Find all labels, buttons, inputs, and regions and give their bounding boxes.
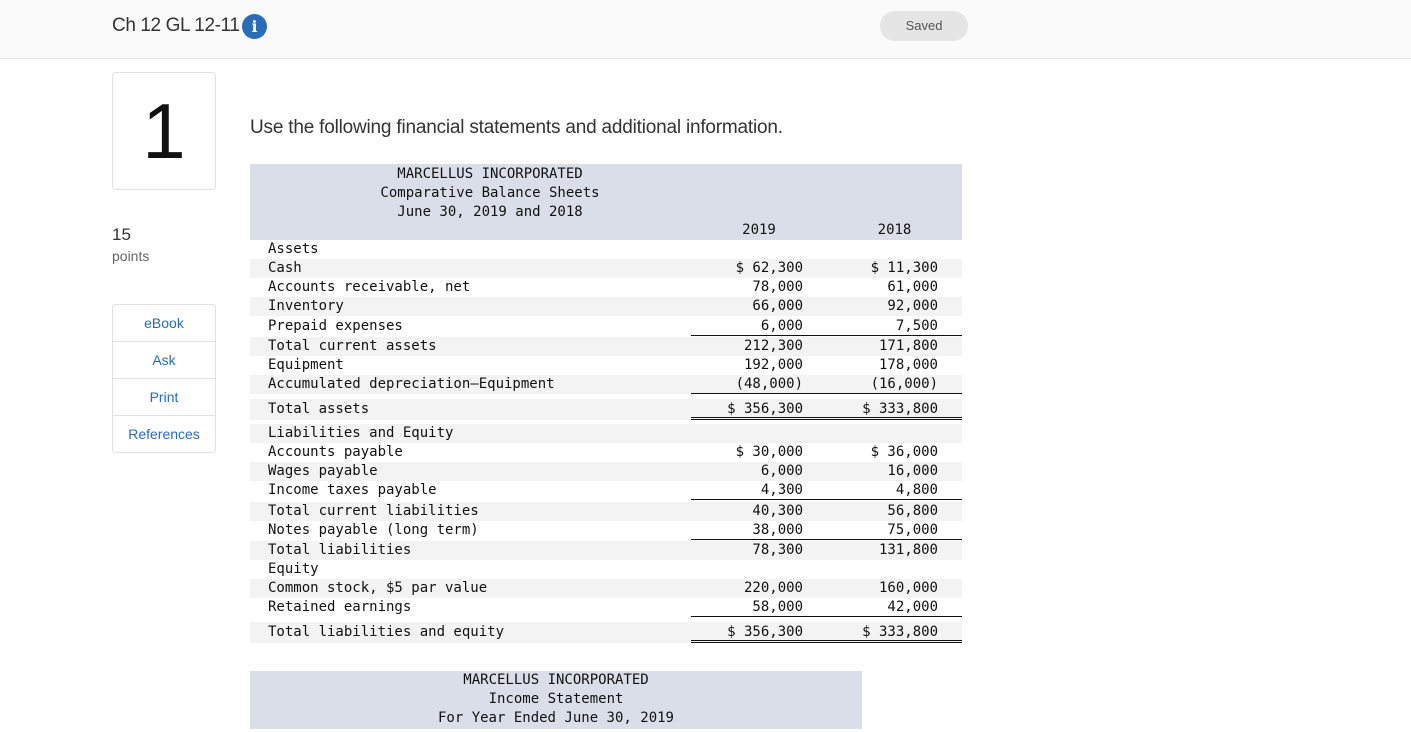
row-label: Income taxes payable: [268, 482, 437, 498]
balance-sheet-row: [250, 240, 962, 259]
info-icon[interactable]: i: [242, 14, 267, 39]
value-2018-cell: [827, 462, 962, 481]
balance-sheet-row: [250, 297, 962, 316]
value-2019-cell: [691, 622, 827, 643]
value-2019: $ 356,300: [727, 401, 803, 417]
value-2019: $ 356,300: [727, 624, 803, 640]
value-2019-cell: [691, 502, 827, 521]
value-2018-cell: [827, 259, 962, 278]
row-label: Total current assets: [268, 338, 437, 354]
balance-sheet-row: [250, 541, 962, 560]
value-2018-cell: [827, 337, 962, 356]
balance-sheet-row: [250, 317, 962, 336]
bs-statement-title: Comparative Balance Sheets: [380, 185, 600, 201]
balance-sheet-row: [250, 424, 962, 443]
balance-sheet-row: [250, 356, 962, 375]
balance-sheet-row: [250, 462, 962, 481]
value-2019: 38,000: [752, 522, 803, 538]
value-2018: $ 11,300: [870, 260, 938, 276]
row-label: Total liabilities: [268, 542, 412, 558]
value-2018-cell: [827, 541, 962, 560]
value-2019: 220,000: [743, 580, 803, 596]
row-label: Common stock, $5 par value: [268, 580, 488, 596]
value-2018: 92,000: [887, 298, 938, 314]
balance-sheet-row: [250, 579, 962, 598]
value-2019: 6,000: [760, 463, 803, 479]
balance-sheet-row: [250, 598, 962, 617]
value-2019-cell: [691, 541, 827, 560]
value-2019: 66,000: [752, 298, 803, 314]
points-value: 15: [112, 225, 131, 244]
balance-sheet-row: [250, 375, 962, 394]
value-2018: 75,000: [887, 522, 938, 538]
value-2019-cell: [691, 259, 827, 278]
value-2018: $ 36,000: [870, 444, 938, 460]
value-2019-cell: [691, 356, 827, 375]
balance-sheet-row: [250, 481, 962, 500]
bs-col-2018: 2018: [877, 222, 912, 238]
question-prompt: Use the following financial statements and additional information.: [250, 117, 783, 138]
value-2019: 4,300: [760, 482, 803, 498]
value-2018: 131,800: [878, 542, 938, 558]
value-2018-cell: [827, 560, 962, 579]
balance-sheet-row: [250, 521, 962, 540]
value-2019: (48,000): [735, 376, 803, 392]
value-2018: 171,800: [878, 338, 938, 354]
value-2019: $ 30,000: [735, 444, 803, 460]
value-2019-cell: [691, 443, 827, 462]
balance-sheet-row: [250, 560, 962, 579]
row-label: Total assets: [268, 401, 370, 417]
value-2019-cell: [691, 481, 827, 500]
row-label: Accounts payable: [268, 444, 403, 460]
value-2018: (16,000): [870, 376, 938, 392]
value-2019-cell: [691, 337, 827, 356]
row-label: Accounts receivable, net: [268, 279, 471, 295]
row-label: Assets: [268, 241, 319, 257]
balance-sheet-row: [250, 259, 962, 278]
value-2018-cell: [827, 375, 962, 394]
row-label: Liabilities and Equity: [268, 425, 454, 441]
value-2018-cell: [827, 521, 962, 540]
value-2018-cell: [827, 317, 962, 336]
value-2019-cell: [691, 317, 827, 336]
value-2018: 178,000: [878, 357, 938, 373]
row-label: Wages payable: [268, 463, 378, 479]
print-link[interactable]: Print: [113, 378, 215, 415]
value-2018-cell: [827, 502, 962, 521]
value-2018-cell: [827, 356, 962, 375]
value-2019-cell: [691, 278, 827, 297]
row-label: Cash: [268, 260, 302, 276]
ebook-link[interactable]: eBook: [144, 315, 184, 331]
ask-link[interactable]: Ask: [113, 341, 215, 378]
value-2018: 42,000: [887, 599, 938, 615]
value-2018-cell: [827, 297, 962, 316]
balance-sheet-row: [250, 337, 962, 356]
value-2019-cell: [691, 375, 827, 394]
value-2018: 7,500: [895, 318, 938, 334]
value-2018: 56,800: [887, 503, 938, 519]
question-side-menu: [112, 304, 216, 453]
row-label: Inventory: [268, 298, 344, 314]
value-2018: $ 333,800: [862, 401, 938, 417]
value-2018-cell: [827, 481, 962, 500]
value-2018: 4,800: [895, 482, 938, 498]
balance-sheet-row: [250, 622, 962, 643]
value-2019: 58,000: [752, 599, 803, 615]
row-label: Accumulated depreciation—Equipment: [268, 376, 555, 392]
value-2019-cell: [691, 240, 827, 259]
value-2019: 78,300: [752, 542, 803, 558]
value-2018: 16,000: [887, 463, 938, 479]
value-2018-cell: [827, 278, 962, 297]
is-statement-title: Income Statement: [488, 691, 624, 707]
value-2019-cell: [691, 579, 827, 598]
row-label: Total liabilities and equity: [268, 624, 505, 640]
bs-date: June 30, 2019 and 2018: [397, 204, 583, 220]
is-period: For Year Ended June 30, 2019: [437, 710, 674, 726]
references-link[interactable]: References: [113, 415, 215, 452]
row-label: Equity: [268, 561, 319, 577]
value-2019-cell: [691, 399, 827, 420]
question-number: 1: [142, 87, 186, 175]
value-2018-cell: [827, 399, 962, 420]
value-2019-cell: [691, 424, 827, 443]
value-2019: 6,000: [760, 318, 803, 334]
value-2019: $ 62,300: [735, 260, 803, 276]
value-2019: 78,000: [752, 279, 803, 295]
balance-sheet-row: [250, 443, 962, 462]
saved-status-badge: Saved: [880, 11, 968, 41]
value-2018: 160,000: [878, 580, 938, 596]
value-2019-cell: [691, 560, 827, 579]
balance-sheet-row: [250, 399, 962, 420]
value-2018-cell: [827, 424, 962, 443]
assignment-header: [0, 0, 1411, 59]
value-2019: 40,300: [752, 503, 803, 519]
balance-sheet-row: [250, 278, 962, 297]
value-2018: $ 333,800: [862, 624, 938, 640]
value-2018-cell: [827, 622, 962, 643]
value-2019: 192,000: [743, 357, 803, 373]
value-2019: 212,300: [743, 338, 803, 354]
bs-company-name: MARCELLUS INCORPORATED: [397, 166, 583, 182]
assignment-title: Ch 12 GL 12-11: [112, 15, 240, 36]
value-2018-cell: [827, 240, 962, 259]
value-2019-cell: [691, 598, 827, 617]
value-2019-cell: [691, 521, 827, 540]
row-label: Total current liabilities: [268, 503, 479, 519]
row-label: Prepaid expenses: [268, 318, 403, 334]
balance-sheet-row: [250, 502, 962, 521]
value-2018-cell: [827, 598, 962, 617]
value-2018-cell: [827, 579, 962, 598]
is-company-name: MARCELLUS INCORPORATED: [463, 672, 649, 688]
row-label: Equipment: [268, 357, 344, 373]
points-label: points: [112, 248, 150, 264]
value-2018: 61,000: [887, 279, 938, 295]
row-label: Retained earnings: [268, 599, 412, 615]
balance-sheet-header: [250, 164, 962, 240]
value-2018-cell: [827, 443, 962, 462]
bs-col-2019: 2019: [742, 222, 776, 238]
value-2019-cell: [691, 297, 827, 316]
value-2019-cell: [691, 462, 827, 481]
row-label: Notes payable (long term): [268, 522, 479, 538]
income-statement-header: [250, 671, 862, 729]
